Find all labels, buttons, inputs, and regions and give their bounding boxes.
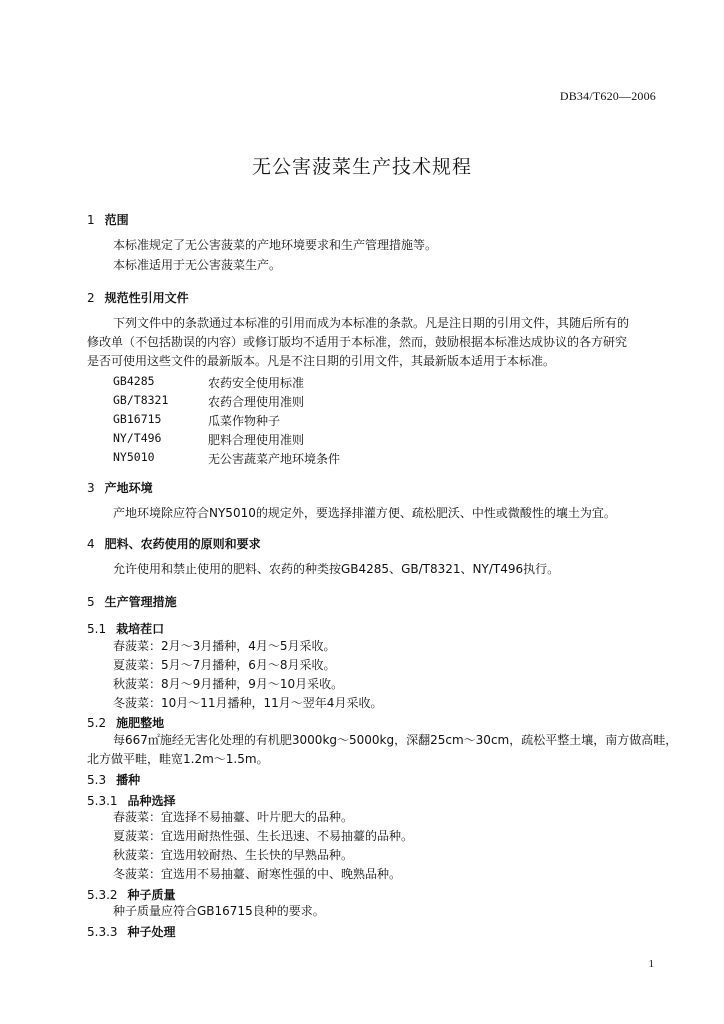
section-title: 种子质量	[127, 888, 176, 902]
section-4-heading	[87, 535, 261, 552]
paragraph-line: 每667㎡施经无害化处理的有机肥3000kg～5000kg，深翻25cm～30cm，疏松平整土壤，南方做高畦，	[113, 733, 678, 747]
section-number: 5.3.3	[87, 925, 118, 939]
list-item: 秋菠菜：宜选用较耐热、生长快的早熟品种。	[113, 848, 354, 862]
section-title: 生产管理措施	[104, 595, 177, 609]
ref-name: 肥料合理使用准则	[208, 433, 305, 447]
list-item: 夏菠菜：5月～7月播种，6月～8月采收。	[113, 658, 336, 672]
paragraph-line: 是否可使用这些文件的最新版本。凡是不注日期的引用文件，其最新版本适用于本标准。	[87, 354, 556, 368]
section-title: 栽培茬口	[116, 622, 165, 636]
section-3-heading	[87, 479, 153, 496]
section-title: 肥料、农药使用的原则和要求	[104, 537, 261, 551]
document-title: 无公害菠菜生产技术规程	[251, 156, 472, 178]
list-item: 夏菠菜：宜选用耐热性强、生长迅速、不易抽薹的品种。	[113, 829, 414, 843]
ref-code: GB16715	[113, 412, 162, 426]
paragraph: 本标准适用于无公害菠菜生产。	[113, 258, 282, 272]
list-item: 春菠菜：宜选择不易抽薹、叶片肥大的品种。	[113, 810, 354, 824]
section-number: 5.3	[87, 773, 107, 787]
ref-name: 瓜菜作物种子	[208, 414, 281, 428]
list-item: 冬菠菜：宜选用不易抽薹、耐寒性强的中、晚熟品种。	[113, 867, 402, 881]
paragraph-line: 下列文件中的条款通过本标准的引用而成为本标准的条款。凡是注日期的引用文件，其随后所有的	[113, 316, 630, 330]
standard-code: DB34/T620—2006	[559, 89, 656, 103]
section-number: 5.3.1	[87, 794, 118, 808]
ref-name: 农药安全使用标准	[208, 376, 305, 390]
section-1-heading	[87, 211, 129, 228]
section-title: 规范性引用文件	[104, 291, 189, 305]
list-item: 冬菠菜：10月～11月播种，11月～翌年4月采收。	[113, 696, 383, 710]
section-title: 产地环境	[104, 481, 153, 495]
section-title: 品种选择	[127, 794, 176, 808]
section-number: 5.3.2	[87, 888, 118, 902]
subsection-5-3-3-heading	[87, 923, 176, 940]
ref-code: NY/T496	[113, 431, 162, 445]
subsection-5-1-heading	[87, 620, 164, 637]
paragraph-line: 北方做平畦，畦宽1.2m～1.5m。	[87, 752, 269, 766]
section-title: 播种	[116, 773, 141, 787]
section-title: 施肥整地	[116, 716, 165, 730]
ref-name: 农药合理使用准则	[208, 395, 305, 409]
paragraph: 本标准规定了无公害菠菜的产地环境要求和生产管理措施等。	[113, 238, 438, 252]
ref-code: GB4285	[113, 374, 155, 388]
section-number: 5.1	[87, 622, 107, 636]
paragraph-line: 修改单（不包括勘误的内容）或修订版均不适用于本标准，然而，鼓励根据本标准达成协议的各方研究	[87, 335, 628, 349]
ref-code: NY5010	[113, 450, 155, 464]
subsection-5-2-heading	[87, 714, 164, 731]
list-item: 秋菠菜：8月～9月播种，9月～10月采收。	[113, 677, 344, 691]
section-number: 4	[87, 537, 95, 551]
page-number: 1	[648, 958, 654, 970]
list-item: 春菠菜：2月～3月播种，4月～5月采收。	[113, 639, 336, 653]
subsection-5-3-heading	[87, 771, 140, 788]
ref-name: 无公害蔬菜产地环境条件	[208, 452, 341, 466]
section-number: 5	[87, 595, 95, 609]
section-5-heading	[87, 593, 177, 610]
ref-code: GB/T8321	[113, 393, 169, 407]
paragraph: 产地环境除应符合NY5010的规定外，要选择排灌方便、疏松肥沃、中性或微酸性的壤土为宜。	[113, 506, 616, 520]
section-number: 3	[87, 481, 95, 495]
section-number: 2	[87, 291, 95, 305]
paragraph: 种子质量应符合GB16715良种的要求。	[113, 904, 325, 918]
section-title: 种子处理	[127, 925, 176, 939]
section-title: 范围	[104, 213, 129, 227]
paragraph: 允许使用和禁止使用的肥料、农药的种类按GB4285、GB/T8321、NY/T496执行。	[113, 562, 560, 576]
section-number: 1	[87, 213, 95, 227]
section-2-heading	[87, 289, 189, 306]
section-number: 5.2	[87, 716, 107, 730]
